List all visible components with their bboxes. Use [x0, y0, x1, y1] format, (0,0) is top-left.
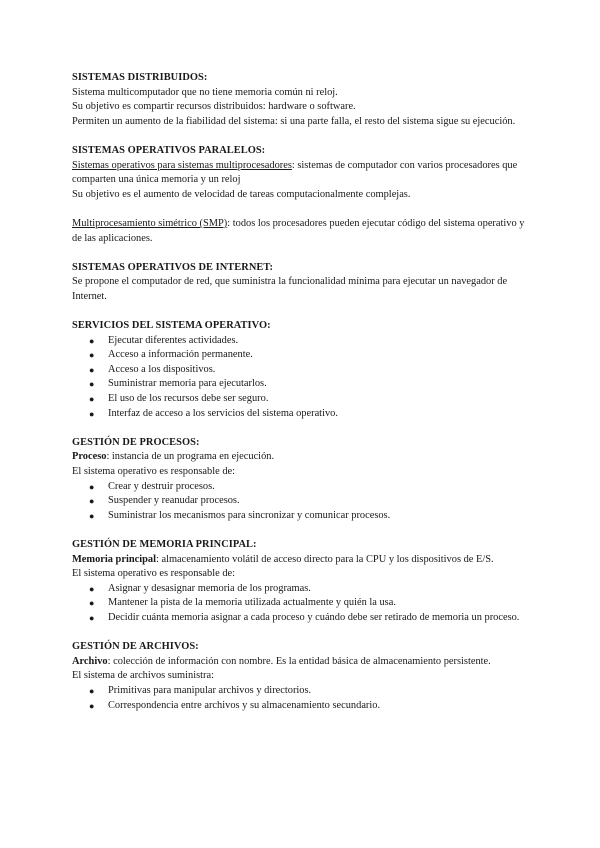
definition-term: Sistemas operativos para sistemas multiprocesadores — [72, 159, 292, 171]
section-title: GESTIÓN DE ARCHIVOS: — [72, 641, 199, 653]
bullet-icon: ● — [89, 350, 95, 361]
section-title: SISTEMAS OPERATIVOS PARALELOS: — [72, 144, 266, 156]
definition-paragraph — [72, 450, 532, 465]
bullet-icon: ● — [89, 408, 95, 419]
bullet-icon: ● — [89, 481, 95, 492]
section-sistemas-internet — [72, 261, 532, 305]
definition-paragraph — [72, 655, 532, 670]
section-sistemas-distribuidos — [72, 71, 532, 129]
bullet-list — [72, 480, 532, 524]
definition-term: Memoria principal — [72, 553, 156, 565]
bullet-icon: ● — [89, 335, 95, 346]
list-item — [72, 377, 532, 392]
list-item — [72, 509, 532, 524]
list-item — [72, 480, 532, 495]
list-item — [72, 684, 532, 699]
list-item-text: Acceso a información permanente. — [108, 349, 253, 361]
bullet-icon: ● — [89, 583, 95, 594]
list-item — [72, 611, 532, 626]
section-gestion-archivos — [72, 640, 532, 713]
list-intro: El sistema de archivos suministra: — [72, 670, 214, 682]
section-title: GESTIÓN DE PROCESOS: — [72, 436, 200, 448]
definition-paragraph — [72, 159, 532, 188]
list-item-text: Crear y destruir procesos. — [108, 480, 215, 492]
list-item — [72, 348, 532, 363]
list-item — [72, 494, 532, 509]
bullet-list — [72, 582, 532, 626]
smp-term: Multiprocesamiento simétrico (SMP) — [72, 217, 228, 229]
list-item-text: Correspondencia entre archivos y su almacenamiento secundario. — [108, 699, 381, 711]
list-item — [72, 407, 532, 422]
paragraph-line: Se propone el computador de red, que suministra la funcionalidad mínima para ejecutar un navegador de Internet. — [72, 276, 508, 302]
section-title: GESTIÓN DE MEMORIA PRINCIPAL: — [72, 539, 257, 550]
section-title: SISTEMAS DISTRIBUIDOS: — [72, 72, 208, 83]
bullet-icon: ● — [89, 510, 95, 521]
list-item — [72, 699, 532, 714]
bullet-icon: ● — [89, 496, 95, 507]
list-item-text: Interfaz de acceso a los servicios del sistema operativo. — [108, 407, 338, 419]
list-item-text: Decidir cuánta memoria asignar a cada proceso y cuándo debe ser retirado de memoria un proceso. — [108, 611, 520, 623]
definition-text: : sistemas de computador con varios procesadores que comparten una única memoria y un reloj — [72, 159, 518, 186]
list-item — [72, 392, 532, 407]
list-intro: El sistema operativo es responsable de: — [72, 568, 236, 580]
list-item-text: Suspender y reanudar procesos. — [108, 495, 240, 507]
list-item-text: Asignar y desasignar memoria de los programas. — [108, 582, 311, 594]
definition-term: Archivo — [72, 655, 108, 667]
definition-text: : almacenamiento volátil de acceso directo para la CPU y los dispositivos de E/S. — [155, 553, 494, 565]
list-item-text: Suministrar los mecanismos para sincronizar y comunicar procesos. — [108, 509, 391, 521]
paragraph-line: Sistema multicomputador que no tiene memoria común ni reloj. — [72, 86, 338, 98]
smp-paragraph — [72, 217, 532, 246]
bullet-icon: ● — [89, 394, 95, 405]
bullet-icon: ● — [89, 379, 95, 390]
list-intro: El sistema operativo es responsable de: — [72, 466, 236, 478]
list-item — [72, 582, 532, 597]
bullet-icon: ● — [89, 612, 95, 623]
smp-text: : todos los procesadores pueden ejecutar código del sistema operativo y de las aplicaciones. — [72, 217, 525, 244]
document-page — [72, 71, 532, 728]
bullet-icon: ● — [89, 700, 95, 711]
definition-term: Proceso — [72, 451, 107, 463]
bullet-list — [72, 334, 532, 422]
list-item-text: Ejecutar diferentes actividades. — [108, 334, 239, 346]
list-item-text: Primitivas para manipular archivos y directorios. — [108, 684, 312, 696]
list-item — [72, 334, 532, 349]
list-item — [72, 363, 532, 378]
paragraph-line: Su objetivo es compartir recursos distribuidos: hardware o software. — [72, 101, 356, 113]
list-item — [72, 596, 532, 611]
definition-text: : instancia de un programa en ejecución. — [106, 451, 275, 463]
section-gestion-procesos — [72, 436, 532, 524]
section-title: SERVICIOS DEL SISTEMA OPERATIVO: — [72, 320, 271, 332]
bullet-list — [72, 684, 532, 713]
section-sistemas-paralelos — [72, 144, 532, 246]
definition-text: : colección de información con nombre. Es la entidad básica de almacenamiento persistente. — [107, 655, 491, 667]
definition-paragraph — [72, 553, 532, 568]
list-item-text: Suministrar memoria para ejecutarlos. — [108, 378, 267, 390]
paragraph-line: Permiten un aumento de la fiabilidad del sistema: si una parte falla, el resto del sistema sigue su ejecución. — [72, 115, 516, 127]
list-item-text: Acceso a los dispositivos. — [108, 363, 216, 375]
paragraph-line: Su objetivo es el aumento de velocidad de tareas computacionalmente complejas. — [72, 188, 411, 200]
bullet-icon: ● — [89, 364, 95, 375]
section-title: SISTEMAS OPERATIVOS DE INTERNET: — [72, 261, 274, 273]
bullet-icon: ● — [89, 598, 95, 609]
list-item-text: El uso de los recursos debe ser seguro. — [108, 393, 269, 405]
list-item-text: Mantener la pista de la memoria utilizada actualmente y quién la usa. — [108, 597, 396, 609]
section-gestion-memoria — [72, 538, 532, 626]
section-servicios — [72, 319, 532, 421]
bullet-icon: ● — [89, 685, 95, 696]
